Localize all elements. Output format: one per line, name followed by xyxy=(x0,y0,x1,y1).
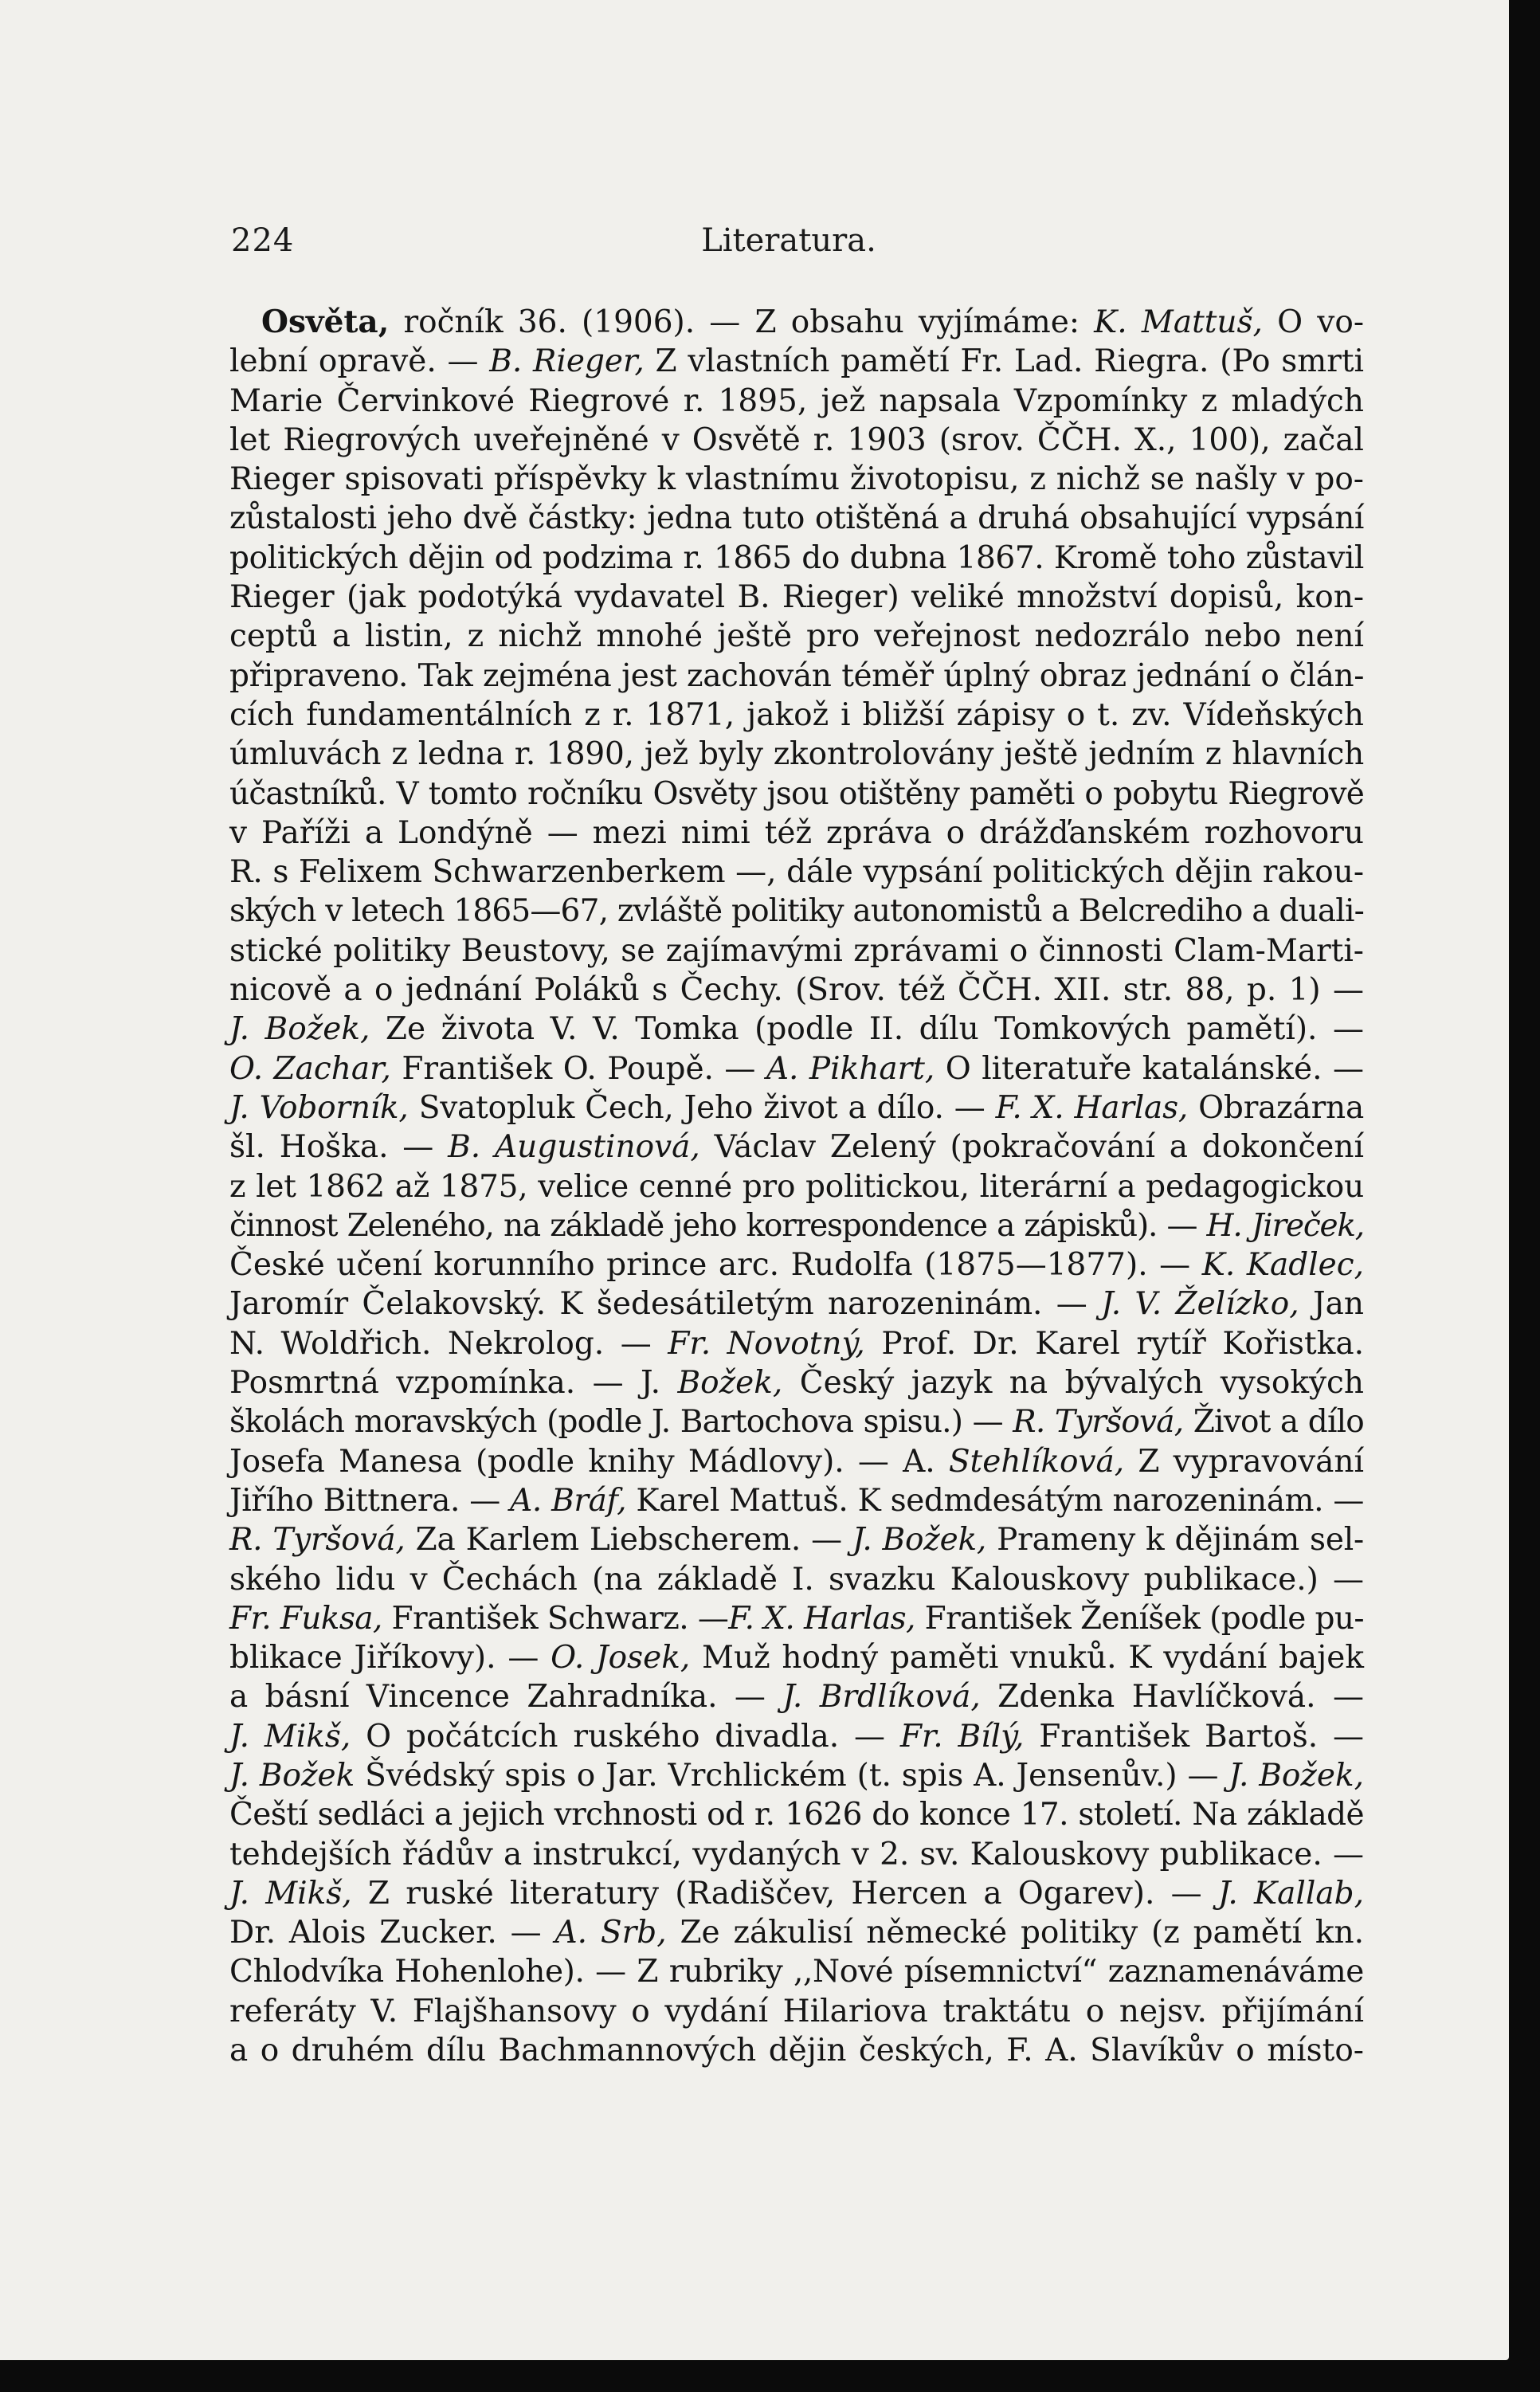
running-title: Literatura. xyxy=(701,222,876,259)
text-line: Rieger (jak podotýká vydavatel B. Rieger) veliké množství dopisů, kon- xyxy=(229,579,1364,616)
text-line: R. Tyršová, Za Karlem Liebscherem. — J. Božek, Prameny k dějinám sel- xyxy=(229,1522,1364,1559)
text-line: nicově a o jednání Poláků s Čechy. (Srov. též ČČH. XII. str. 88, p. 1) — xyxy=(229,972,1364,1009)
text-line: ského lidu v Čechách (na základě I. svazku Kalouskovy publikace.) — xyxy=(229,1561,1364,1598)
text-line: úmluvách z ledna r. 1890, jež byly zkontrolovány ještě jedním z hlavních xyxy=(229,736,1364,773)
text-line: ských v letech 1865—67, zvláště politiky autonomistů a Belcrediho a duali- xyxy=(229,893,1364,930)
text-line: lební opravě. — B. Rieger, Z vlastních pamětí Fr. Lad. Riegra. (Po smrti xyxy=(229,343,1365,380)
text-line: šl. Hoška. — B. Augustinová, Václav Zelený (pokračování a dokončení xyxy=(229,1129,1364,1166)
text-line: Čeští sedláci a jejich vrchnosti od r. 1626 do konce 17. století. Na základě xyxy=(229,1797,1364,1833)
text-line: činnost Zeleného, na základě jeho korrespondence a zápisků). — H. Jireček, xyxy=(229,1207,1364,1244)
text-line: Dr. Alois Zucker. — A. Srb, Ze zákulisí německé politiky (z pamětí kn. xyxy=(229,1915,1364,1951)
body-text xyxy=(229,303,1364,2070)
text-line: ceptů a listin, z nichž mnohé ještě pro veřejnost nedozrálo nebo není xyxy=(229,618,1364,655)
text-line: Josefa Manesa (podle knihy Mádlovy). — A. Stehlíková, Z vypravování xyxy=(229,1443,1364,1480)
text-line: České učení korunního prince arc. Rudolfa (1875—1877). — K. Kadlec, xyxy=(229,1247,1365,1284)
text-line: let Riegrových uveřejněné v Osvětě r. 1903 (srov. ČČH. X., 100), začal xyxy=(229,422,1364,458)
text-line: připraveno. Tak zejména jest zachován téměř úplný obraz jednání o člán- xyxy=(229,657,1364,694)
text-line: Marie Červinkové Riegrové r. 1895, jež napsala Vzpomínky z mladých xyxy=(229,382,1364,419)
page-header xyxy=(231,222,1346,270)
text-line: blikace Jiříkovy). — O. Josek, Muž hodný paměti vnuků. K vydání bajek xyxy=(229,1640,1364,1676)
text-line: N. Woldřich. Nekrolog. — Fr. Novotný, Prof. Dr. Karel rytíř Kořistka. xyxy=(229,1325,1364,1362)
text-line: Chlodvíka Hohenlohe). — Z rubriky ,,Nové písemnictví“ zaznamenáváme xyxy=(229,1954,1364,1990)
page-number: 224 xyxy=(231,222,295,259)
text-line: a básní Vincence Zahradníka. — J. Brdlíková, Zdenka Havlíčková. — xyxy=(229,1679,1364,1716)
text-line: Rieger spisovati příspěvky k vlastnímu životopisu, z nichž se našly v po- xyxy=(229,461,1364,498)
text-line: O. Zachar, František O. Poupě. — A. Pikhart, O literatuře katalánské. — xyxy=(229,1050,1364,1087)
text-line: Fr. Fuksa, František Schwarz. —F. X. Harlas, František Ženíšek (podle pu- xyxy=(229,1600,1364,1637)
text-line: J. Božek Švédský spis o Jar. Vrchlickém (t. spis A. Jensenův.) — J. Božek, xyxy=(229,1757,1364,1794)
text-line: Osvěta, ročník 36. (1906). — Z obsahu vyjímáme: K. Mattuš, O vo- xyxy=(261,304,1364,340)
text-line: a o druhém dílu Bachmannových dějin českých, F. A. Slavíkův o místo- xyxy=(229,2033,1364,2069)
text-line: z let 1862 až 1875, velice cenné pro politickou, literární a pedagogickou xyxy=(229,1168,1364,1205)
text-line: R. s Felixem Schwarzenberkem —, dále vypsání politických dějin rakou- xyxy=(229,854,1364,891)
text-line: J. Mikš, Z ruské literatury (Radiščev, Hercen a Ogarev). — J. Kallab, xyxy=(229,1875,1364,1912)
text-line: účastníků. V tomto ročníku Osvěty jsou otištěny paměti o pobytu Riegrově xyxy=(229,775,1364,812)
text-line: Jaromír Čelakovský. K šedesátiletým narozeninám. — J. V. Želízko, Jan xyxy=(229,1286,1364,1323)
text-line: tehdejších řádův a instrukcí, vydaných v 2. sv. Kalouskovy publikace. — xyxy=(229,1836,1364,1872)
text-line: školách moravských (podle J. Bartochova spisu.) — R. Tyršová, Život a dílo xyxy=(229,1404,1364,1441)
text-line: cích fundamentálních z r. 1871, jakož i bližší zápisy o t. zv. Vídeňských xyxy=(229,696,1364,733)
text-line: J. Božek, Ze života V. V. Tomka (podle II. dílu Tomkových pamětí). — xyxy=(229,1011,1364,1048)
text-line: Jiřího Bittnera. — A. Bráf, Karel Mattuš. K sedmdesátým narozeninám. — xyxy=(229,1482,1364,1519)
text-line: politických dějin od podzima r. 1865 do dubna 1867. Kromě toho zůstavil xyxy=(229,539,1364,576)
text-line: stické politiky Beustovy, se zajímavými zprávami o činnosti Clam-Marti- xyxy=(229,932,1364,969)
text-line: v Paříži a Londýně — mezi nimi též zpráva o drážďanském rozhovoru xyxy=(229,814,1364,851)
text-line: referáty V. Flajšhansovy o vydání Hilariova traktátu o nejsv. přijímání xyxy=(229,1993,1364,2029)
text-line: J. Mikš, O počátcích ruského divadla. — Fr. Bílý, František Bartoš. — xyxy=(229,1718,1364,1755)
text-line: Posmrtná vzpomínka. — J. Božek, Český jazyk na bývalých vysokých xyxy=(229,1365,1364,1402)
text-line: J. Voborník, Svatopluk Čech, Jeho život a dílo. — F. X. Harlas, Obrazárna xyxy=(229,1089,1364,1126)
text-line: zůstalosti jeho dvě částky: jedna tuto otištěná a druhá obsahující vypsání xyxy=(229,500,1364,537)
